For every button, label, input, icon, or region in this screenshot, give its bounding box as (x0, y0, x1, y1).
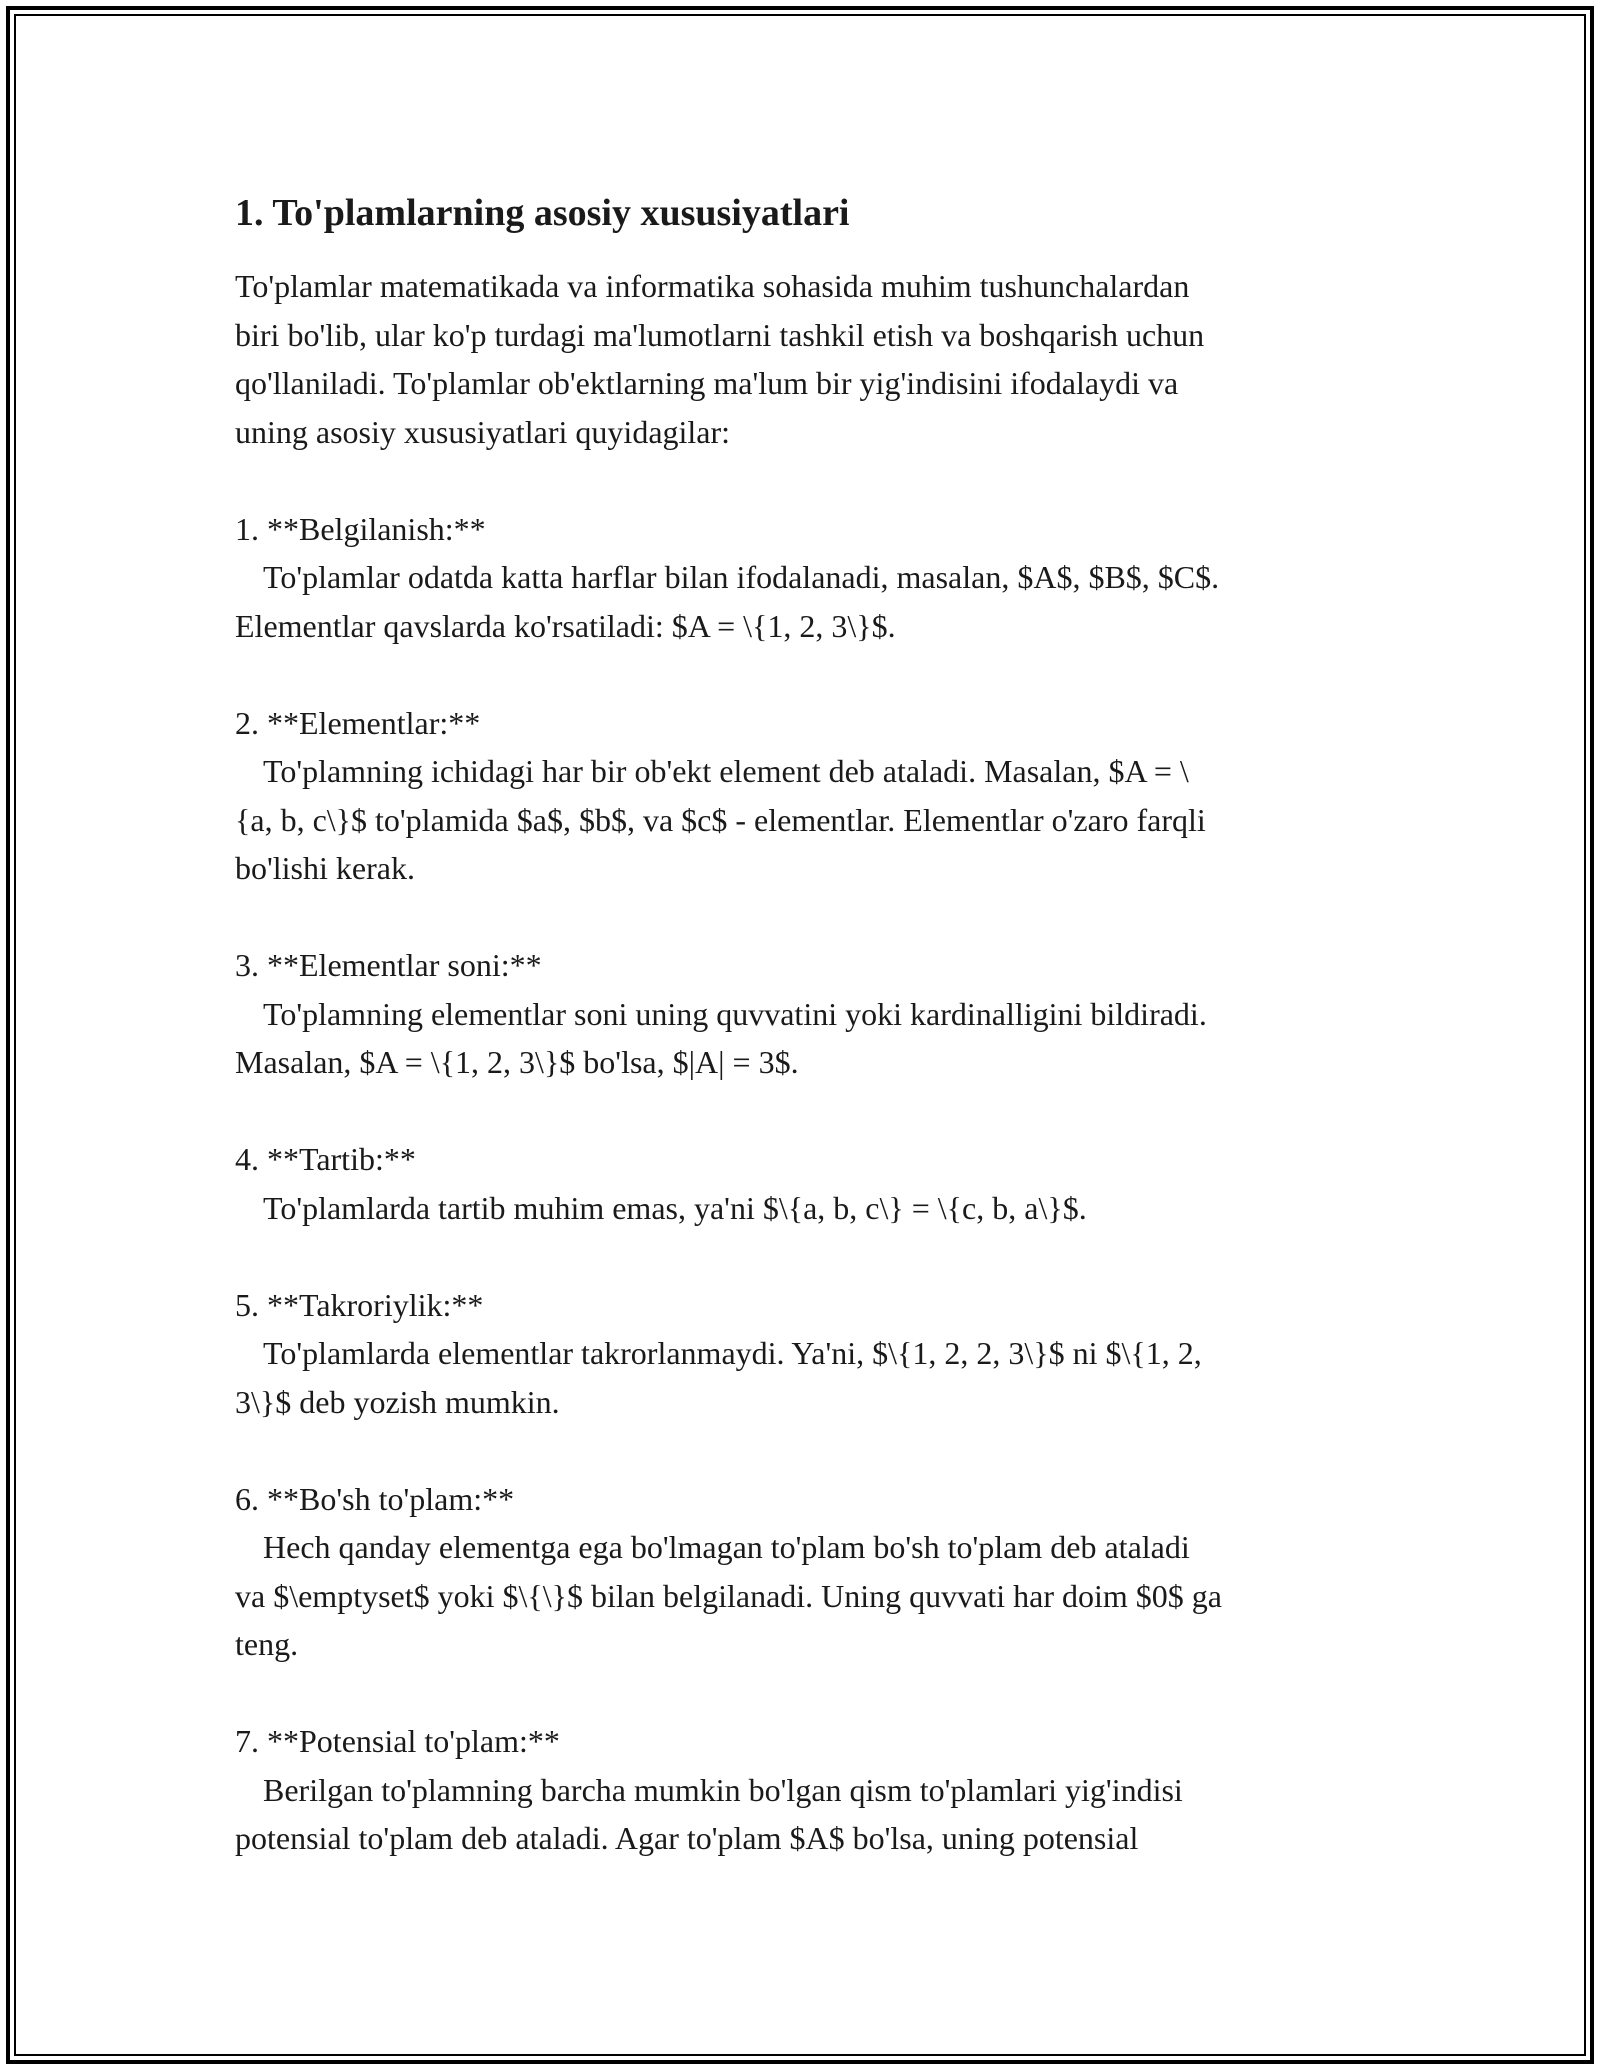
list-item-takroriylik (235, 1281, 1385, 1427)
spacer (235, 1232, 1385, 1281)
list-item-text: To'plamning elementlar soni uning quvvatini yoki kardinalligini bildiradi. (263, 995, 1207, 1032)
spacer (235, 1087, 1385, 1136)
list-item-title: 2. **Elementlar:** (235, 704, 481, 741)
list-item-text: bo'lishi kerak. (235, 850, 415, 886)
list-item-text: To'plamlarda tartib muhim emas, ya'ni $\{a, b, c\} = \{c, b, a\}$. (263, 1189, 1087, 1226)
section-heading: 1. To'plamlarning asosiy xususiyatlari (235, 192, 850, 234)
list-item-text: Masalan, $A = \{1, 2, 3\}$ bo'lsa, $|A| = 3$. (235, 1044, 799, 1080)
list-item-text: To'plamlar odatda katta harflar bilan ifodalanadi, masalan, $A$, $B$, $C$. (263, 559, 1220, 595)
intro-line: qo'llaniladi. To'plamlar ob'ektlarning ma'lum bir yig'indisini ifodalaydi va (235, 365, 1179, 401)
list-item-title: 5. **Takroriylik:** (235, 1286, 484, 1323)
list-item-potensial-toplam (235, 1717, 1385, 1863)
list-item-text: Elementlar qavslarda ko'rsatiladi: $A = \{1, 2, 3\}$. (235, 607, 896, 644)
list-item-text: potensial to'plam deb ataladi. Agar to'plam $A$ bo'lsa, uning potensial (235, 1820, 1139, 1856)
document-page (235, 188, 1385, 1863)
intro-paragraph (235, 262, 1385, 456)
spacer (235, 456, 1385, 505)
list-item-title: 4. **Tartib:** (235, 1141, 416, 1177)
list-item-text: teng. (235, 1626, 299, 1662)
list-item-belgilanish (235, 505, 1385, 651)
list-item-title: 1. **Belgilanish:** (235, 510, 486, 547)
intro-line: uning asosiy xususiyatlari quyidagilar: (235, 413, 731, 450)
list-item-bosh-toplam (235, 1475, 1385, 1669)
list-item-text: 3\}$ deb yozish mumkin. (235, 1383, 560, 1420)
list-item-text: {a, b, c\}$ to'plamida $a$, $b$, va $c$ - elementlar. Elementlar o'zaro farqli (235, 801, 1206, 838)
list-item-text: va $\emptyset$ yoki $\{\}$ bilan belgilanadi. Uning quvvati har doim $0$ ga (235, 1577, 1222, 1614)
list-item-text: To'plamning ichidagi har bir ob'ekt element deb ataladi. Masalan, $A = \ (263, 753, 1189, 789)
spacer (235, 1426, 1385, 1475)
spacer (235, 650, 1385, 699)
list-item-elementlar-soni (235, 941, 1385, 1087)
list-item-tartib (235, 1135, 1385, 1232)
list-item-title: 7. **Potensial to'plam:** (235, 1723, 560, 1759)
list-item-title: 3. **Elementlar soni:** (235, 947, 542, 983)
intro-line: To'plamlar matematikada va informatika sohasida muhim tushunchalardan (235, 268, 1190, 304)
list-item-text: To'plamlarda elementlar takrorlanmaydi. Ya'ni, $\{1, 2, 2, 3\}$ ni $\{1, 2, (263, 1335, 1202, 1371)
spacer (235, 893, 1385, 942)
list-item-text: Berilgan to'plamning barcha mumkin bo'lgan qism to'plamlari yig'indisi (263, 1771, 1183, 1808)
list-item-title: 6. **Bo'sh to'plam:** (235, 1480, 515, 1517)
spacer (235, 1669, 1385, 1718)
list-item-elementlar (235, 699, 1385, 893)
list-item-text: Hech qanday elementga ega bo'lmagan to'plam bo'sh to'plam deb ataladi (263, 1529, 1190, 1565)
intro-line: biri bo'lib, ular ko'p turdagi ma'lumotlarni tashkil etish va boshqarish uchun (235, 316, 1205, 353)
